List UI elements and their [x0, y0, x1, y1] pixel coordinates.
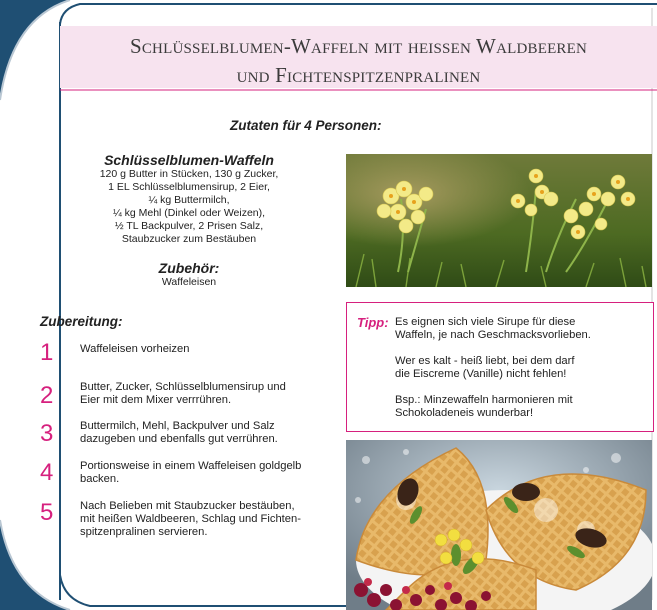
tip-line: Wer es kalt - heiß liebt, bei dem darf — [395, 355, 575, 367]
step-number: 4 — [40, 459, 54, 486]
tip-line: Es eignen sich viele Sirupe für diese — [395, 316, 576, 328]
zubehoer-heading: Zubehör: — [158, 260, 220, 276]
tip-line: Waffeln, je nach Geschmacksvorlieben. — [395, 329, 591, 341]
ingredient-line: 1 EL Schlüsselblumensirup, 2 Eier, — [108, 181, 270, 193]
page-title — [60, 32, 657, 90]
step-number: 1 — [40, 339, 54, 366]
step-text — [80, 420, 320, 446]
primrose-photo — [346, 154, 652, 287]
step-line: dazugeben und ebenfalls gut verrühren. — [80, 433, 278, 445]
step-text — [80, 460, 320, 486]
tip-box — [346, 302, 654, 432]
ingredient-line: ½ TL Backpulver, 2 Prisen Salz, — [114, 220, 264, 232]
ingredient-line: 120 g Butter in Stücken, 130 g Zucker, — [99, 168, 279, 180]
step-number: 2 — [40, 382, 54, 409]
step-text — [80, 343, 320, 356]
step-text — [80, 500, 320, 539]
tip-label: Tipp: — [357, 315, 389, 330]
title-line-2: und Fichtenspitzenpralinen — [236, 63, 481, 87]
waffles-photo — [346, 440, 652, 610]
step-line: spitzenpralinen servieren. — [80, 526, 208, 538]
zutaten-heading: Zutaten für 4 Personen: — [230, 118, 382, 133]
ingredient-line: Staubzucker zum Bestäuben — [121, 233, 257, 245]
ingredient-line: ¼ kg Buttermilch, — [148, 194, 230, 206]
step-line: Buttermilch, Mehl, Backpulver und Salz — [80, 420, 275, 432]
zubehoer-section — [70, 260, 308, 289]
step-line: mit heißen Waldbeeren, Schlag und Fichten- — [80, 513, 301, 525]
step-line: Waffeleisen vorheizen — [80, 343, 190, 355]
step-number: 3 — [40, 420, 54, 447]
step-line: Nach Belieben mit Staubzucker bestäuben, — [80, 500, 295, 512]
waffeln-heading: Schlüsselblumen-Waffeln — [104, 152, 274, 168]
tip-paragraph — [395, 316, 645, 342]
zubereitung-heading: Zubereitung: — [40, 314, 123, 329]
step-line: backen. — [80, 473, 120, 485]
tip-paragraph — [395, 394, 645, 420]
step-line: Portionsweise in einem Waffeleisen goldgelb — [80, 460, 302, 472]
step-line: Butter, Zucker, Schlüsselblumensirup und — [80, 381, 286, 393]
tip-line: die Eiscreme (Vanille) nicht fehlen! — [395, 368, 567, 380]
step-line: Eier mit dem Mixer verrrühren. — [80, 394, 232, 406]
tip-line: Bsp.: Minzewaffeln harmonieren mit — [395, 394, 573, 406]
title-line-1: Schlüsselblumen-Waffeln mit heissen Waldbeeren — [129, 34, 588, 58]
tip-paragraph — [395, 355, 645, 381]
step-number: 5 — [40, 499, 54, 526]
waffeln-ingredients — [70, 152, 308, 246]
ingredient-line: ¼ kg Mehl (Dinkel oder Weizen), — [112, 207, 266, 219]
zubehoer-text: Waffeleisen — [161, 276, 217, 288]
step-text — [80, 381, 320, 407]
tip-line: Schokoladeneis wunderbar! — [395, 407, 534, 419]
